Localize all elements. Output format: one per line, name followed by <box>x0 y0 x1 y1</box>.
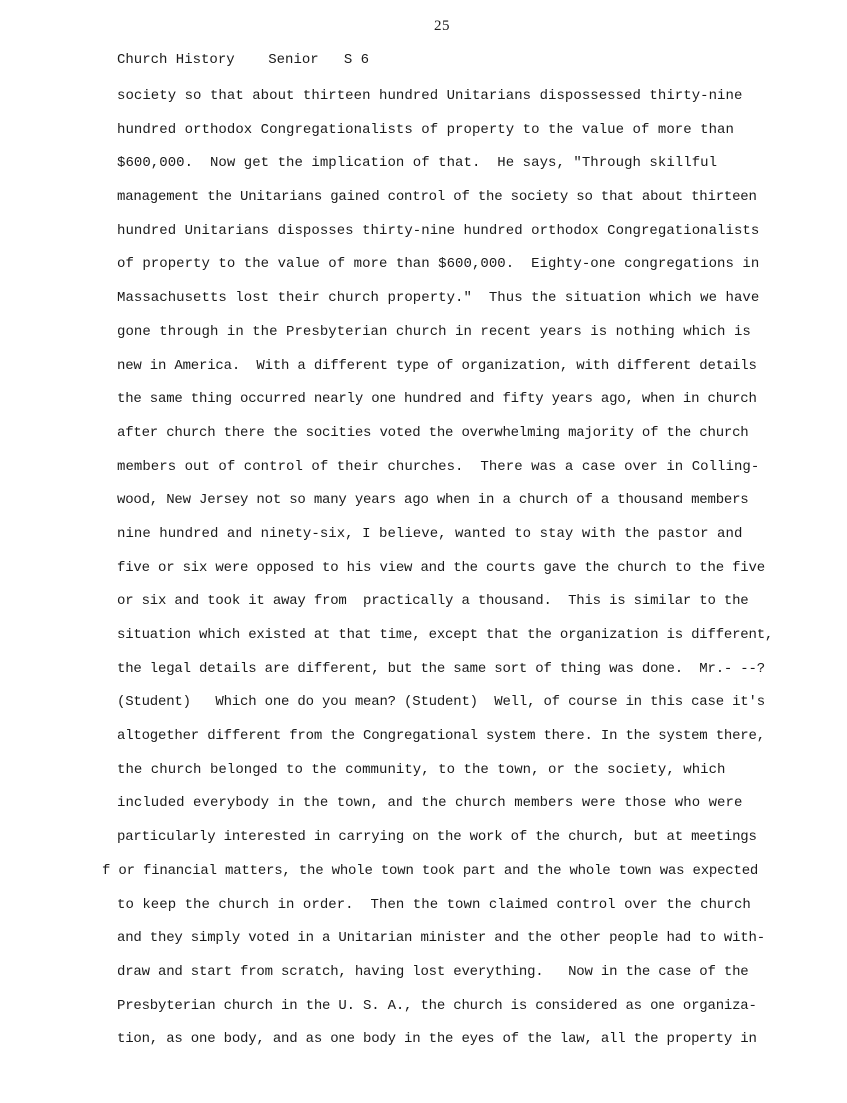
text-line: (Student) Which one do you mean? (Student) Well, of course in this case it's <box>117 694 765 711</box>
course-level: Senior <box>268 52 319 68</box>
text-line: gone through in the Presbyterian church in recent years is nothing which is <box>117 323 751 340</box>
text-line: after church there the socities voted the overwhelming majority of the church <box>117 424 749 441</box>
text-line: hundred Unitarians disposses thirty-nine hundred orthodox Congregationalists <box>117 222 760 239</box>
text-line: altogether different from the Congregational system there. In the system there, <box>117 728 765 745</box>
text-line: draw and start from scratch, having lost everything. Now in the case of the <box>117 963 749 980</box>
text-line: of property to the value of more than $600,000. Eighty-one congregations in <box>117 256 760 273</box>
text-line: particularly interested in carrying on the work of the church, but at meetings <box>117 829 757 846</box>
section-label: S 6 <box>343 52 370 68</box>
text-line: management the Unitarians gained control of the society so that about thirteen <box>117 189 757 206</box>
text-line: new in America. With a different type of organization, with different details <box>117 357 757 374</box>
body-text <box>102 86 817 1063</box>
text-line: and they simply voted in a Unitarian minister and the other people had to with- <box>117 930 765 947</box>
text-line: f or financial matters, the whole town took part and the whole town was expected <box>102 862 759 879</box>
text-line: Massachusetts lost their church property." Thus the situation which we have <box>117 290 760 307</box>
text-line: the church belonged to the community, to the town, or the society, which <box>117 761 726 778</box>
text-line: situation which existed at that time, except that the organization is different, <box>117 627 774 643</box>
text-line: Presbyterian church in the U. S. A., the church is considered as one organiza- <box>117 997 757 1014</box>
text-line: or six and took it away from practically a thousand. This is similar to the <box>117 593 749 610</box>
text-line: included everybody in the town, and the church members were those who were <box>117 795 743 812</box>
text-line: members out of control of their churches. There was a case over in Colling- <box>117 458 760 475</box>
text-line: the same thing occurred nearly one hundred and fifty years ago, when in church <box>117 391 757 408</box>
document-header <box>117 52 369 68</box>
text-line: society so that about thirteen hundred Unitarians dispossessed thirty-nine <box>117 88 743 104</box>
text-line: nine hundred and ninety-six, I believe, wanted to stay with the pastor and <box>117 525 743 542</box>
text-line: tion, as one body, and as one body in the eyes of the law, all the property in <box>117 1031 757 1048</box>
text-line: the legal details are different, but the same sort of thing was done. Mr.- --? <box>117 660 765 677</box>
text-line: wood, New Jersey not so many years ago when in a church of a thousand members <box>117 492 749 509</box>
page-number: 25 <box>434 18 450 34</box>
text-line: five or six were opposed to his view and the courts gave the church to the five <box>117 559 765 576</box>
course-title: Church History <box>117 52 235 68</box>
text-line: to keep the church in order. Then the town claimed control over the church <box>117 896 751 913</box>
text-line: $600,000. Now get the implication of that. He says, "Through skillful <box>117 155 718 172</box>
text-line: hundred orthodox Congregationalists of property to the value of more than <box>117 121 734 138</box>
